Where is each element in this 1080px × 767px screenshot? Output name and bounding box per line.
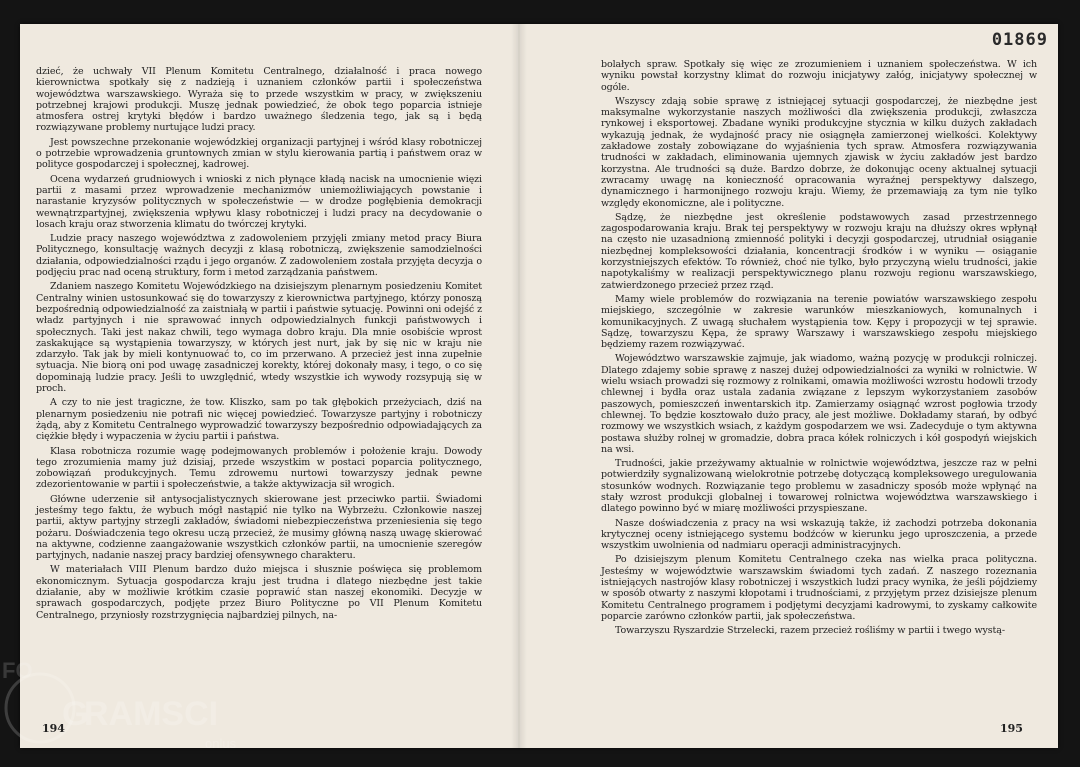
left-paragraph: Ludzie pracy naszego województwa z zadowoleniem przyjęli zmiany metod pracy Biura Politycznego, konsultację ważnych decyzji z klasą robotniczą, zwiększenie samodzielności działania, odpowiedzialności rządu i jego organów. Z zadowoleniem została przyjęta decyzja o podjęciu prac nad oceną struktury, form i metod zarządzania państwem. bbox=[36, 233, 482, 279]
left-paragraph: Jest powszechne przekonanie wojewódzkiej organizacji partyjnej i wśród klasy robotniczej o potrzebie wprowadzenia gruntownych zmian w stylu kierowania partią i państwem oraz w polityce gospodarczej i społecznej, kadrowej. bbox=[36, 136, 482, 171]
left-paragraph: A czy to nie jest tragiczne, że tow. Kliszko, sam po tak głębokich przeżyciach, dziś na plenarnym posiedzeniu nie potrafi nic więcej powiedzieć. Towarzysze partyjny i robotniczy żądą, aby z Komitetu Centralnego wyprowadzić towarzyszy bezpośrednio odpowiadających za ciężkie błędy i wypaczenia w życiu partii i państwa. bbox=[36, 397, 482, 443]
left-paragraph: Zdaniem naszego Komitetu Wojewódzkiego na dzisiejszym plenarnym posiedzeniu Komitet Centralny winien ustosunkować się do towarzyszy z kierownictwa partyjnego, którzy ponoszą bezpośrednią odpowiedzialność za zaistniałą w partii i państwie sytuację. Powinni oni odejść z władz partyjnych i nie sprawować innych odpowiedzialnych funkcji państwowych i społecznych. Taki jest nakaz chwili, tego wymaga dobro kraju. Dla mnie osobiście wprost zaskakujące są wystąpienia towarzyszy, w których jest nurt, jak by się nic w kraju nie zdarzyło. Tak jak by mieli kontynuować to, co im przerwano. A przecież jest inna zupełnie sytuacja. Nie biorą oni pod uwagę zasadniczej korekty, której dokonały masy, i tego, o co się dopominają ludzie pracy. Jeśli to uwzględnić, wtedy wszystkie ich wywody rozsypują się w proch. bbox=[36, 281, 482, 395]
right-paragraph: Nasze doświadczenia z pracy na wsi wskazują także, iż zachodzi potrzeba dokonania krytycznej oceny istniejącego systemu bodźców w kierunku jego uproszczenia, a przede wszystkim uwolnienia od nadmiaru operacji administracyjnych. bbox=[601, 517, 1037, 552]
left-paragraph: dzieć, że uchwały VII Plenum Komitetu Centralnego, działalność i praca nowego kierownictwa spotkały się z nadzieją i uznaniem członków partii i społeczeństwa województwa warszawskiego. Wyraża się to przede wszystkim w pracy, w zwiększeniu potrzebnej krajowi produkcji. Muszę jednak powiedzieć, że obok tego poparcia istnieje atmosfera ostrej krytyki błędów i bardzo uważnego śledzenia tego, jak są i będą rozwiązywane problemy nurtujące ludzi pracy. bbox=[36, 66, 482, 134]
right-paragraph: Województwo warszawskie zajmuje, jak wiadomo, ważną pozycję w produkcji rolniczej. Dlatego zdajemy sobie sprawę z naszej dużej odpowiedzialności za wyniki w rolnictwie. W wielu wsiach prowadzi się rozmowy z rolnikami, omawia możliwości wzrostu hodowli trzody chlewnej i bydła oraz ustala zadania związane z lepszym wykorzystaniem zasobów paszowych, pomieszczeń inwentarskich itp. Zamierzamy osiągnąć wzrost pogłowia trzody chlewnej. To będzie kosztowało dużo pracy, ale jest możliwe. Dokładamy starań, by odbyć rozmowy we wszystkich wsiach, z każdym gospodarzem we wsi. Zadecyduje o tym aktywna postawa służby rolnej w gromadzie, dobra praca kółek rolniczych i kół gospodyń wiejskich na wsi. bbox=[601, 353, 1037, 455]
right-text-column bbox=[601, 59, 1037, 640]
left-page-number: 194 bbox=[42, 722, 65, 735]
svg-text:RAMSCI: RAMSCI bbox=[84, 695, 219, 733]
right-paragraph: Trudności, jakie przeżywamy aktualnie w rolnictwie województwa, jeszcze raz w pełni potwierdziły sygnalizowaną wielokrotnie potrzebę dotyczącą kompleksowego uregulowania stosunków wodnych. Rozwiązanie tego problemu w zasadniczy sposób może wpłynąć na stały wzrost produkcji globalnej i towarowej rolnictwa województwa warszawskiego i dlatego powinno być w miarę możliwości przyspieszane. bbox=[601, 458, 1037, 515]
svg-text:FO: FO bbox=[2, 658, 33, 683]
right-paragraph: Sądzę, że niezbędne jest określenie podstawowych zasad przestrzennego zagospodarowania kraju. Brak tej perspektywy w rozwoju kraju na dłuższy okres wpłynął na często nie uzasadnioną zmienność polityki i decyzji gospodarczej, utrudniał osiąganie niezbędnej kompleksowości działania, koncentracji środków i w wyniku — osiąganie korzystniejszych efektów. To również, choć nie tylko, było przyczyną wielu trudności, jakie napotykaliśmy w realizacji perspektywicznego planu rozwoju regionu warszawskiego, zatwierdzonego przecież przez rząd. bbox=[601, 211, 1037, 291]
right-paragraph: bolałych spraw. Spotkały się więc ze zrozumieniem i uznaniem społeczeństwa. W ich wyniku powstał korzystny klimat do rozwoju inicjatywy załóg, inicjatywy społecznej w ogóle. bbox=[601, 59, 1037, 93]
archive-stamp-number: 01869 bbox=[991, 30, 1048, 50]
svg-text:G: G bbox=[62, 695, 89, 733]
book-spread bbox=[20, 24, 1058, 748]
right-paragraph: Wszyscy zdają sobie sprawę z istniejącej sytuacji gospodarczej, że niezbędne jest maksymalne wykorzystanie naszych możliwości dla zwiększenia produkcji, zwłaszcza rynkowej i eksportowej. Zbadane wyniki produkcyjne stycznia w kilku dużych zakładach wykazują jednak, że wydajność pracy nie osiągnęła zamierzonej wielkości. Kolektywy zakładowe zostały zobowiązane do wyjaśnienia tych spraw. Atmosfera rozwiązywania trudności w zakładach, eliminowania ujemnych zjawisk w życiu zakładów jest bardzo korzystna. Ale trudności są duże. Bardzo dobrze, że dokonując oceny aktualnej sytuacji zwracamy uwagę na konieczność opracowania wyraźnej perspektywy dalszego, dynamicznego i harmonijnego rozwoju kraju. Wiemy, że przemawiają za tym nie tylko względy ekonomiczne, ale i polityczne. bbox=[601, 95, 1037, 209]
right-page-number: 195 bbox=[1000, 722, 1023, 735]
left-paragraph: Klasa robotnicza rozumie wagę podejmowanych problemów i położenie kraju. Dowody tego zrozumienia mamy już dzisiaj, przede wszystkim w postaci poparcia politycznego, zobowiązań produkcyjnych. Temu zdrowemu nurtowi towarzyszy jednak pewne zdezorientowanie w partii i społeczeństwie, a także aktywizacja sił wrogich. bbox=[36, 445, 482, 491]
left-paragraph: Ocena wydarzeń grudniowych i wnioski z nich płynące kładą nacisk na umocnienie więzi partii z masami przez wprowadzenie mechanizmów uniemożliwiających powstanie i narastanie kryzysów politycznych w społeczeństwie — w drodze pogłębienia demokracji wewnątrzpartyjnej, zwiększenia wpływu klasy robotniczej i ludzi pracy na decydowanie o losach kraju oraz stworzenia klimatu do twórczej krytyki. bbox=[36, 173, 482, 230]
left-paragraph: Główne uderzenie sił antysocjalistycznych skierowane jest przeciwko partii. Świadomi jesteśmy tego faktu, że wybuch mógł nastąpić nie tylko na Wybrzeżu. Członkowie naszej partii, aktyw partyjny strzegli zakładów, świadomi niebezpieczeństwa przeniesienia się tego pożaru. Doświadczenia tego okresu uczą przecież, że musimy główną naszą uwagę skierować na aktywne, codzienne zaangażowanie wszystkich członków partii, na umocnienie szeregów partyjnych, nadanie naszej pracy bardziej ofensywnego charakteru. bbox=[36, 493, 482, 562]
book-gutter bbox=[511, 24, 527, 748]
left-text-column bbox=[36, 66, 482, 624]
left-paragraph: W materiałach VIII Plenum bardzo dużo miejsca i słusznie poświęca się problemom ekonomicznym. Sytuacja gospodarcza kraju jest trudna i dlatego niezbędne jest takie działanie, aby w możliwie krótkim czasie poprawić stan naszej ekonomiki. Decyzje w sprawach gospodarczych, podjęte przez Biuro Polityczne po VII Plenum Komitetu Centralnego, przyniosły rozstrzygnięcia najbardziej pilnych, na- bbox=[36, 564, 482, 621]
right-page bbox=[527, 24, 1058, 748]
right-paragraph: Mamy wiele problemów do rozwiązania na terenie powiatów warszawskiego zespołu miejskiego, szczególnie w zakresie warunków mieszkaniowych, komunalnych i komunikacyjnych. Z uwagą słuchałem wystąpienia tow. Kępy i propozycji w tej sprawie. Sądzę, towarzyszu Kępa, że sprawy Warszawy i warszawskiego zespołu miejskiego będziemy razem rozwiązywać. bbox=[601, 293, 1037, 351]
left-page bbox=[20, 24, 511, 748]
right-paragraph: Po dzisiejszym plenum Komitetu Centralnego czeka nas wielka praca polityczna. Jesteśmy w województwie warszawskim świadomi tych zadań. Z naszego rozeznania istniejących nastrojów klasy robotniczej i wszystkich ludzi pracy wynika, że jeśli pójdziemy w sposób otwarty z naszymi kłopotami i trudnościami, z przyjętym przez dzisiejsze plenum Komitetu Centralnego programem i podjętymi decyzjami kadrowymi, to zyskamy całkowite poparcie zarówno członków partii, jak społeczeństwa. bbox=[601, 554, 1037, 622]
right-paragraph: Towarzyszu Ryszardzie Strzelecki, razem przecież rośliśmy w partii i twego wystą- bbox=[615, 625, 1005, 637]
svg-text:onlus: onlus bbox=[205, 736, 237, 751]
